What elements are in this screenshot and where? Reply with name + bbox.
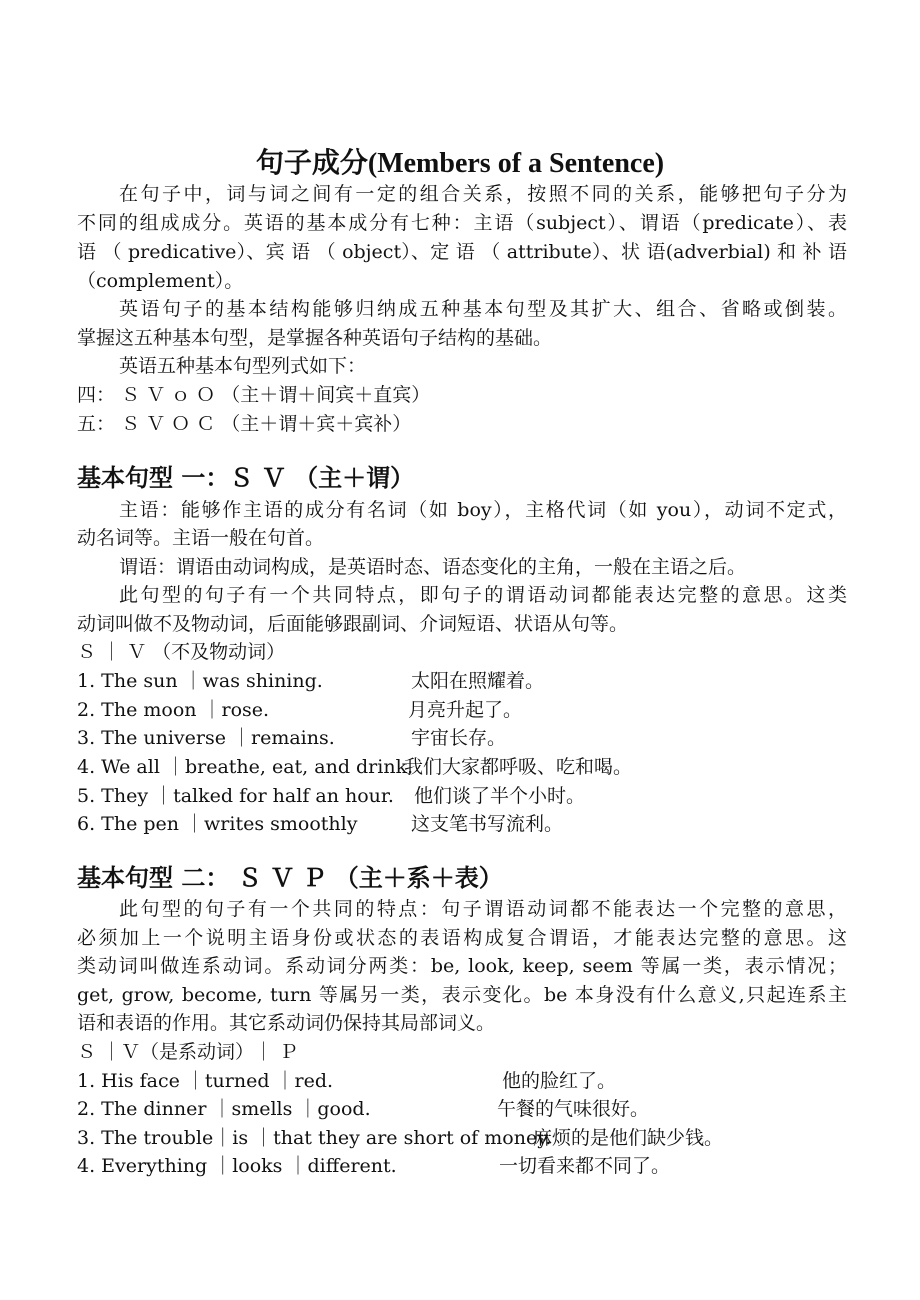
section1-example-1-en: 1. The sun ｜was shining. (77, 670, 323, 692)
intro-p1-line-1: 在句子中，词与词之间有一定的组合关系，按照不同的关系，能够把句子分为 (119, 183, 847, 205)
section2-heading: 基本句型 二： Ｓ Ｖ Ｐ （主＋系＋表） (77, 863, 503, 892)
section1-example-3-en: 3. The universe ｜remains. (77, 727, 335, 749)
section2-example-3-cn: 麻烦的是他们缺少钱。 (533, 1127, 724, 1149)
section2-example-2-cn: 午餐的气味很好。 (497, 1098, 650, 1120)
section1-predicate-line: 谓语：谓语由动词构成，是英语时态、语态变化的主角，一般在主语之后。 (119, 556, 747, 578)
section1-example-2-cn: 月亮升起了。 (408, 699, 523, 721)
section1-example-4-cn: 我们大家都呼吸、吃和喝。 (404, 756, 633, 778)
section2-example-4-en: 4. Everything ｜looks ｜different. (77, 1155, 397, 1177)
section2-feature-line-5: 语和表语的作用。其它系动词仍保持其局部词义。 (77, 1012, 496, 1034)
section2-example-1-cn: 他的脸红了。 (502, 1070, 617, 1092)
section1-pattern-label: Ｓ ｜ Ｖ （不及物动词） (77, 641, 286, 663)
section1-subject-line-2: 动名词等。主语一般在句首。 (77, 527, 325, 549)
section2-pattern-label: Ｓ ｜Ｖ（是系动词）｜ Ｐ (77, 1041, 299, 1063)
section1-example-2-en: 2. The moon ｜rose. (77, 699, 270, 721)
section1-example-6-cn: 这支笔书写流利。 (411, 813, 564, 835)
section2-feature-line-3: 类动词叫做连系动词。系动词分两类：be, look, keep, seem 等属一类，表示情况； (77, 955, 847, 977)
section2-example-2-en: 2. The dinner ｜smells ｜good. (77, 1098, 371, 1120)
section2-example-3-en: 3. The trouble｜is ｜that they are short of money. (77, 1127, 552, 1149)
pattern-five: 五： Ｓ Ｖ Ｏ Ｃ （主＋谓＋宾＋宾补） (77, 413, 412, 435)
section2-example-1-en: 1. His face ｜turned ｜red. (77, 1070, 334, 1092)
section1-example-4-en: 4. We all ｜breathe, eat, and drink. (77, 756, 414, 778)
intro-p1-line-2: 不同的组成成分。英语的基本成分有七种：主语（subject）、谓语（predicate）、表 (77, 212, 847, 234)
intro-p2-line-2: 掌握这五种基本句型，是掌握各种英语句子结构的基础。 (77, 327, 553, 349)
section1-subject-line-1: 主语：能够作主语的成分有名词（如 boy），主格代词（如 you），动词不定式， (119, 499, 847, 521)
section1-example-3-cn: 宇宙长存。 (411, 727, 507, 749)
intro-p1-line-4: （complement）。 (77, 270, 244, 292)
section1-example-5-en: 5. They ｜talked for half an hour. (77, 785, 394, 807)
section2-feature-line-4: get, grow, become, turn 等属另一类，表示变化。be 本身没有什么意义,只起连系主 (77, 984, 847, 1006)
section2-feature-line-2: 必须加上一个说明主语身份或状态的表语构成复合谓语，才能表达完整的意思。这 (77, 927, 847, 949)
page-title: 句子成分(Members of a Sentence) (255, 148, 665, 179)
intro-p3: 英语五种基本句型列式如下： (119, 355, 367, 377)
section1-feature-line-1: 此句型的句子有一个共同特点，即句子的谓语动词都能表达完整的意思。这类 (119, 584, 847, 606)
pattern-four: 四： Ｓ Ｖ ｏ Ｏ （主＋谓＋间宾＋直宾） (77, 384, 431, 406)
section1-example-5-cn: 他们谈了半个小时。 (414, 785, 586, 807)
section2-feature-line-1: 此句型的句子有一个共同的特点：句子谓语动词都不能表达一个完整的意思， (119, 898, 847, 920)
intro-p2-line-1: 英语句子的基本结构能够归纳成五种基本句型及其扩大、组合、省略或倒装。 (119, 298, 847, 320)
section1-example-6-en: 6. The pen ｜writes smoothly (77, 813, 358, 835)
section1-heading: 基本句型 一：Ｓ Ｖ （主＋谓） (77, 463, 415, 492)
section1-feature-line-2: 动词叫做不及物动词，后面能够跟副词、介词短语、状语从句等。 (77, 613, 629, 635)
section1-example-1-cn: 太阳在照耀着。 (411, 670, 545, 692)
intro-p1-line-3: 语 （ predicative）、宾 语 （ object）、定 语 （ attribute）、状 语(adverbial) 和 补 语 (77, 241, 847, 263)
section2-example-4-cn: 一切看来都不同了。 (499, 1155, 671, 1177)
